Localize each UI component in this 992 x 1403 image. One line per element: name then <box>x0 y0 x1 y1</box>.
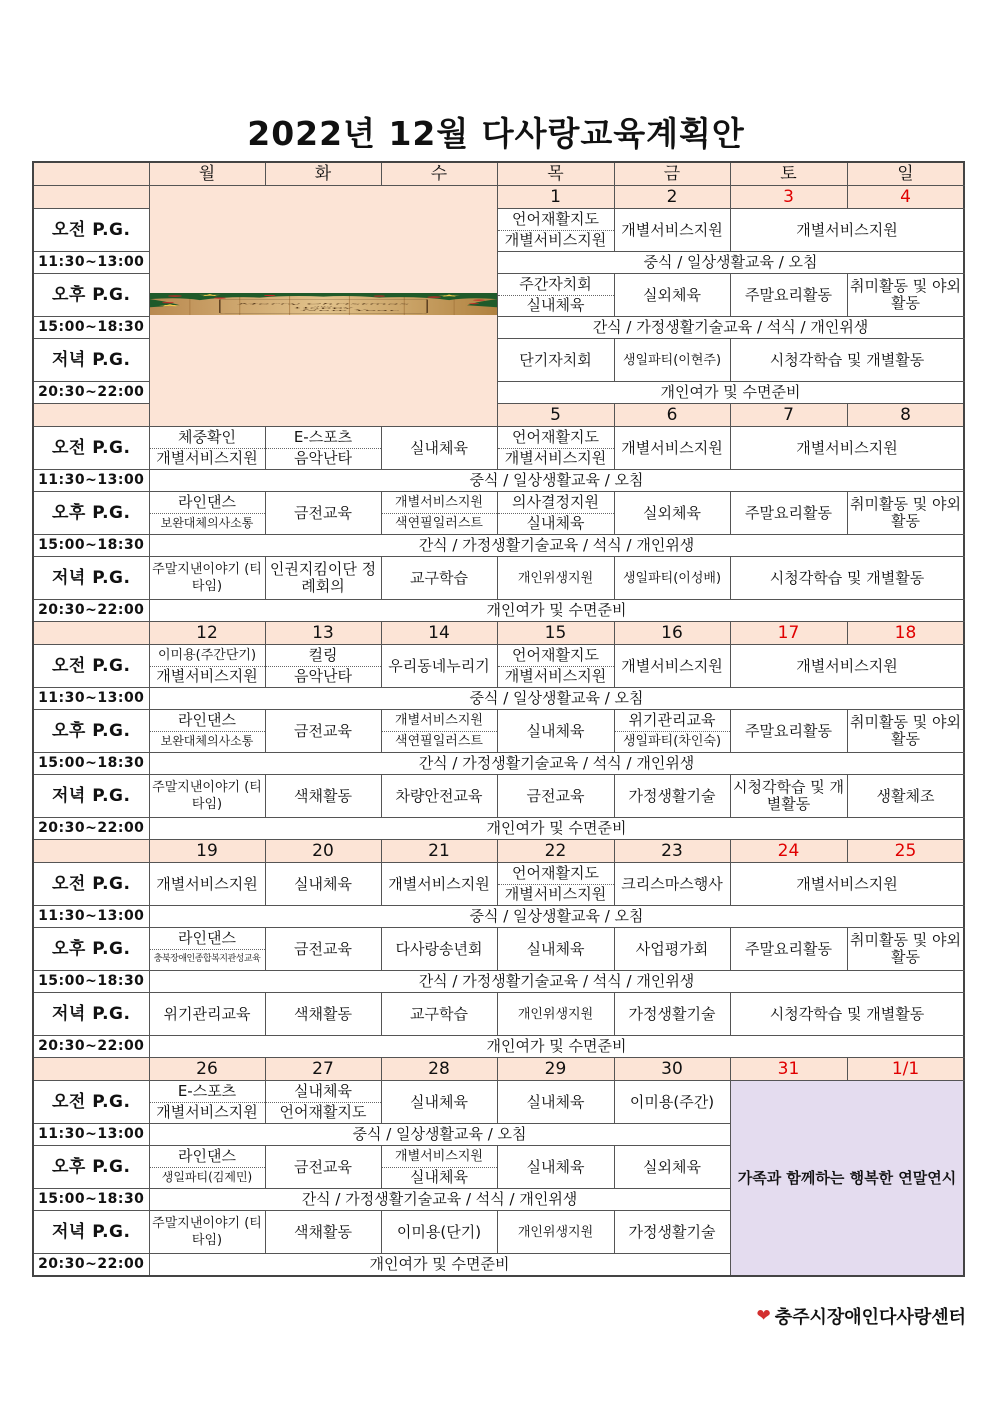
activity-text: 색연필일러스트 <box>395 734 483 750</box>
time-label: 15:00~18:30 <box>33 971 149 993</box>
common-activity: 개인여가 및 수면준비 <box>497 382 964 404</box>
week4-pm-row <box>33 928 964 971</box>
week4-eve-row <box>33 993 964 1036</box>
activity-cell: 개별서비스지원 <box>614 427 730 470</box>
time-label: 20:30~22:00 <box>33 1254 149 1277</box>
date-cell: 8 <box>847 404 964 427</box>
common-activity: 간식 / 가정생활기술교육 / 석식 / 개인위생 <box>149 753 964 775</box>
activity-cell: 개별서비스지원 <box>614 209 730 252</box>
common-activity: 개인여가 및 수면준비 <box>149 600 964 622</box>
corner-cell <box>33 162 149 186</box>
date-cell <box>33 622 149 645</box>
activity-cell: 개별서비스지원 <box>381 863 497 906</box>
time-label: 20:30~22:00 <box>33 382 149 404</box>
date-cell: 24 <box>730 840 847 863</box>
activity-text: 의사결정지원 <box>498 492 614 514</box>
date-cell: 29 <box>497 1058 614 1081</box>
common-activity: 개인여가 및 수면준비 <box>149 1036 964 1058</box>
common-activity: 중식 / 일상생활교육 / 오침 <box>149 470 964 492</box>
date-cell: 14 <box>381 622 497 645</box>
activity-cell: 우리동네누리기 <box>381 645 497 688</box>
date-cell <box>33 404 149 427</box>
week4-lunch-row <box>33 906 964 928</box>
svg-text:Happy: Happy <box>293 306 353 310</box>
common-activity: 간식 / 가정생활기술교육 / 석식 / 개인위생 <box>497 317 964 339</box>
activity-text: 개별서비스지원 <box>504 885 607 904</box>
activity-cell: 취미활동 및 야외활동 <box>847 928 964 971</box>
activity-cell: 색채활동 <box>265 993 381 1036</box>
week3-am-row <box>33 645 964 688</box>
page-title: 2022년 12월 다사랑교육계획안 <box>247 114 745 153</box>
time-label: 15:00~18:30 <box>33 1189 149 1211</box>
date-cell: 13 <box>265 622 381 645</box>
week2-lunch-row <box>33 470 964 492</box>
activity-text: 개별서비스지원 <box>382 492 497 514</box>
common-activity: 중식 / 일상생활교육 / 오침 <box>149 906 964 928</box>
pm-label: 오후 P.G. <box>33 1146 149 1189</box>
day-wed: 수 <box>381 162 497 186</box>
time-label: 20:30~22:00 <box>33 1036 149 1058</box>
activity-cell: 개인위생지원 <box>497 557 614 600</box>
schedule-table <box>32 161 965 1277</box>
time-label: 11:30~13:00 <box>33 906 149 928</box>
date-cell <box>33 1058 149 1081</box>
week2-eve-row <box>33 557 964 600</box>
activity-cell: 실내체육 <box>381 427 497 470</box>
activity-cell: 금전교육 <box>265 710 381 753</box>
activity-cell: 주말요리활동 <box>730 710 847 753</box>
time-label: 15:00~18:30 <box>33 753 149 775</box>
activity-cell: 주말지낸이야기 (티타임) <box>149 1211 265 1254</box>
activity-cell: 이미용(주간) <box>614 1081 730 1124</box>
activity-cell: 금전교육 <box>265 492 381 535</box>
activity-cell <box>149 645 265 688</box>
activity-text: 체중확인 <box>150 427 265 449</box>
week5-date-row <box>33 1058 964 1081</box>
week2-pm-row <box>33 492 964 535</box>
activity-text: 주간자치회 <box>498 274 614 296</box>
activity-cell: 개별서비스지원 <box>614 645 730 688</box>
activity-cell <box>265 1081 381 1124</box>
activity-cell: 주말요리활동 <box>730 928 847 971</box>
date-cell: 1 <box>497 186 614 209</box>
activity-text: 라인댄스 <box>150 928 265 950</box>
activity-text: 개별서비스지원 <box>504 667 607 686</box>
christmas-card-icon <box>150 293 497 315</box>
date-cell: 25 <box>847 840 964 863</box>
activity-cell: 실내체육 <box>497 1146 614 1189</box>
time-label: 11:30~13:00 <box>33 470 149 492</box>
date-cell: 30 <box>614 1058 730 1081</box>
activity-text: 라인댄스 <box>150 492 265 514</box>
date-cell: 3 <box>730 186 847 209</box>
eve-label: 저녁 P.G. <box>33 775 149 818</box>
activity-cell: 금전교육 <box>497 775 614 818</box>
date-cell: 5 <box>497 404 614 427</box>
activity-text: 라인댄스 <box>150 1146 265 1168</box>
am-label: 오전 P.G. <box>33 1081 149 1124</box>
day-tue: 화 <box>265 162 381 186</box>
pm-label: 오후 P.G. <box>33 928 149 971</box>
week4-snack-row <box>33 971 964 993</box>
week3-eve-row <box>33 775 964 818</box>
activity-cell: 실내체육 <box>381 1081 497 1124</box>
week4-am-row <box>33 863 964 906</box>
time-label: 11:30~13:00 <box>33 688 149 710</box>
activity-cell <box>497 645 614 688</box>
activity-text: 언어재활지도 <box>498 209 614 231</box>
activity-text: 언어재활지도 <box>498 427 614 449</box>
activity-text: 이미용(주간단기) <box>150 645 265 667</box>
activity-cell <box>497 863 614 906</box>
date-cell: 7 <box>730 404 847 427</box>
day-header-row <box>33 162 964 186</box>
date-cell: 26 <box>149 1058 265 1081</box>
activity-cell: 이미용(단기) <box>381 1211 497 1254</box>
date-cell: 1/1 <box>847 1058 964 1081</box>
activity-text: 생일파티(차인숙) <box>622 734 722 750</box>
activity-cell: 교구학습 <box>381 993 497 1036</box>
activity-text: 개별서비스지원 <box>382 1146 497 1168</box>
activity-text: 충북장애인종합복지관성교육 <box>153 954 261 965</box>
day-sat: 토 <box>730 162 847 186</box>
activity-text: 색연필일러스트 <box>395 516 483 532</box>
week4-date-row <box>33 840 964 863</box>
activity-cell: 가정생활기술 <box>614 1211 730 1254</box>
common-activity: 간식 / 가정생활기술교육 / 석식 / 개인위생 <box>149 971 964 993</box>
activity-cell: 가정생활기술 <box>614 993 730 1036</box>
time-label: 11:30~13:00 <box>33 252 149 274</box>
footer <box>756 1303 966 1329</box>
activity-cell: 실내체육 <box>497 1081 614 1124</box>
activity-cell: 생활체조 <box>847 775 964 818</box>
date-cell: 21 <box>381 840 497 863</box>
activity-cell <box>265 645 381 688</box>
date-cell: 20 <box>265 840 381 863</box>
time-label: 11:30~13:00 <box>33 1124 149 1146</box>
activity-cell: 교구학습 <box>381 557 497 600</box>
activity-cell <box>265 427 381 470</box>
time-label: 20:30~22:00 <box>33 818 149 840</box>
activity-text: 개별서비스지원 <box>382 710 497 732</box>
christmas-image <box>149 186 497 427</box>
activity-cell: 시청각학습 및 개별활동 <box>730 339 964 382</box>
activity-cell: 단기자치회 <box>497 339 614 382</box>
activity-cell: 실외체육 <box>614 274 730 317</box>
date-cell: 15 <box>497 622 614 645</box>
time-label: 15:00~18:30 <box>33 317 149 339</box>
activity-cell: 색채활동 <box>265 1211 381 1254</box>
activity-cell: 취미활동 및 야외활동 <box>847 492 964 535</box>
activity-text: 개별서비스지원 <box>504 231 607 250</box>
activity-cell: 주말지낸이야기 (티타임) <box>149 775 265 818</box>
week2-night-row <box>33 600 964 622</box>
week4-night-row <box>33 1036 964 1058</box>
year-end-notice: 가족과 함께하는 행복한 연말연시 <box>730 1081 964 1277</box>
activity-cell: 금전교육 <box>265 928 381 971</box>
activity-cell: 생일파티(이현주) <box>614 339 730 382</box>
common-activity: 개인여가 및 수면준비 <box>149 1254 730 1277</box>
activity-text: 실내체육 <box>410 1168 468 1187</box>
activity-text: 개별서비스지원 <box>156 449 258 468</box>
activity-cell: 시청각학습 및 개별활동 <box>730 557 964 600</box>
activity-cell: 주말지낸이야기 (티타임) <box>149 557 265 600</box>
activity-cell <box>497 427 614 470</box>
heart-logo-icon: ❤ <box>756 1306 771 1326</box>
activity-text: 실내체육 <box>526 514 585 533</box>
week2-snack-row <box>33 535 964 557</box>
activity-cell: 개별서비스지원 <box>730 427 964 470</box>
date-cell: 16 <box>614 622 730 645</box>
activity-text: 컬링 <box>266 645 381 667</box>
activity-text: 개별서비스지원 <box>504 449 607 468</box>
date-cell: 6 <box>614 404 730 427</box>
week3-date-row <box>33 622 964 645</box>
common-activity: 간식 / 가정생활기술교육 / 석식 / 개인위생 <box>149 535 964 557</box>
activity-cell <box>497 274 614 317</box>
activity-cell: 차량안전교육 <box>381 775 497 818</box>
activity-cell: 개별서비스지원 <box>730 863 964 906</box>
activity-cell: 실내체육 <box>265 863 381 906</box>
activity-cell <box>497 209 614 252</box>
activity-cell: 크리스마스행사 <box>614 863 730 906</box>
common-activity: 간식 / 가정생활기술교육 / 석식 / 개인위생 <box>149 1189 730 1211</box>
activity-text: 보완대체의사소통 <box>160 516 254 531</box>
am-label: 오전 P.G. <box>33 645 149 688</box>
activity-cell <box>381 1146 497 1189</box>
common-activity: 개인여가 및 수면준비 <box>149 818 964 840</box>
activity-cell: 주말요리활동 <box>730 274 847 317</box>
activity-cell <box>381 710 497 753</box>
week3-lunch-row <box>33 688 964 710</box>
date-cell: 31 <box>730 1058 847 1081</box>
activity-cell <box>497 492 614 535</box>
activity-cell: 사업평가회 <box>614 928 730 971</box>
activity-cell: 주말요리활동 <box>730 492 847 535</box>
date-cell: 22 <box>497 840 614 863</box>
eve-label: 저녁 P.G. <box>33 993 149 1036</box>
activity-cell: 개인위생지원 <box>497 993 614 1036</box>
common-activity: 중식 / 일상생활교육 / 오침 <box>149 688 964 710</box>
activity-cell: 시청각학습 및 개별활동 <box>730 993 964 1036</box>
date-cell: 4 <box>847 186 964 209</box>
day-thu: 목 <box>497 162 614 186</box>
am-label: 오전 P.G. <box>33 863 149 906</box>
eve-label: 저녁 P.G. <box>33 1211 149 1254</box>
date-cell <box>33 186 149 209</box>
activity-cell: 실외체육 <box>614 492 730 535</box>
week2-am-row <box>33 427 964 470</box>
week3-snack-row <box>33 753 964 775</box>
activity-text: 개별서비스지원 <box>156 1103 258 1122</box>
date-cell <box>33 840 149 863</box>
activity-cell: 색채활동 <box>265 775 381 818</box>
activity-cell: 취미활동 및 야외활동 <box>847 710 964 753</box>
activity-cell: 실내체육 <box>497 928 614 971</box>
pm-label: 오후 P.G. <box>33 710 149 753</box>
activity-cell: 개별서비스지원 <box>730 645 964 688</box>
date-cell: 18 <box>847 622 964 645</box>
activity-text: E-스포츠 <box>266 427 381 449</box>
activity-cell: 실외체육 <box>614 1146 730 1189</box>
svg-text:and: and <box>313 305 333 307</box>
activity-text: 음악난타 <box>294 449 352 468</box>
svg-text:New Year: New Year <box>300 309 398 312</box>
date-cell: 28 <box>381 1058 497 1081</box>
week1-date-row <box>33 186 964 209</box>
activity-text: 언어재활지도 <box>498 645 614 667</box>
date-cell: 2 <box>614 186 730 209</box>
activity-cell <box>149 928 265 971</box>
activity-cell: 개인위생지원 <box>497 1211 614 1254</box>
activity-cell <box>614 710 730 753</box>
week3-pm-row <box>33 710 964 753</box>
eve-label: 저녁 P.G. <box>33 557 149 600</box>
activity-cell: 금전교육 <box>265 1146 381 1189</box>
activity-text: 실내체육 <box>526 296 585 315</box>
activity-cell: 시청각학습 및 개별활동 <box>730 775 847 818</box>
activity-cell: 다사랑송년회 <box>381 928 497 971</box>
activity-cell <box>149 1146 265 1189</box>
eve-label: 저녁 P.G. <box>33 339 149 382</box>
activity-text: 라인댄스 <box>150 710 265 732</box>
common-activity: 중식 / 일상생활교육 / 오침 <box>149 1124 730 1146</box>
date-cell: 19 <box>149 840 265 863</box>
activity-text: 언어재활지도 <box>498 863 614 885</box>
activity-text: 언어재활지도 <box>279 1103 367 1122</box>
activity-cell: 가정생활기술 <box>614 775 730 818</box>
activity-text: 음악난타 <box>294 667 352 686</box>
activity-cell: 개별서비스지원 <box>149 863 265 906</box>
date-cell: 12 <box>149 622 265 645</box>
time-label: 20:30~22:00 <box>33 600 149 622</box>
time-label: 15:00~18:30 <box>33 535 149 557</box>
activity-cell: 취미활동 및 야외활동 <box>847 274 964 317</box>
activity-text: 보완대체의사소통 <box>160 734 254 749</box>
am-label: 오전 P.G. <box>33 427 149 470</box>
activity-cell: 생일파티(이성배) <box>614 557 730 600</box>
activity-text: E-스포츠 <box>150 1081 265 1103</box>
activity-cell <box>149 427 265 470</box>
day-mon: 월 <box>149 162 265 186</box>
date-cell: 27 <box>265 1058 381 1081</box>
common-activity: 중식 / 일상생활교육 / 오침 <box>497 252 964 274</box>
activity-cell: 실내체육 <box>497 710 614 753</box>
date-cell: 23 <box>614 840 730 863</box>
pm-label: 오후 P.G. <box>33 492 149 535</box>
activity-cell <box>149 710 265 753</box>
center-name: 충주시장애인다사랑센터 <box>774 1307 966 1328</box>
activity-text: 위기관리교육 <box>615 710 730 732</box>
activity-text: 생일파티(김제민) <box>161 1170 253 1185</box>
svg-text:Merry Christmas: Merry Christmas <box>237 302 409 306</box>
am-label: 오전 P.G. <box>33 209 149 252</box>
day-sun: 일 <box>847 162 964 186</box>
activity-cell: 인권지킴이단 정례회의 <box>265 557 381 600</box>
activity-cell: 개별서비스지원 <box>730 209 964 252</box>
week5-am-row <box>33 1081 964 1124</box>
date-cell: 17 <box>730 622 847 645</box>
activity-cell <box>381 492 497 535</box>
activity-text: 실내체육 <box>266 1081 381 1103</box>
activity-cell <box>149 1081 265 1124</box>
activity-cell: 위기관리교육 <box>149 993 265 1036</box>
activity-cell <box>149 492 265 535</box>
day-fri: 금 <box>614 162 730 186</box>
pm-label: 오후 P.G. <box>33 274 149 317</box>
week3-night-row <box>33 818 964 840</box>
activity-text: 개별서비스지원 <box>156 667 258 686</box>
